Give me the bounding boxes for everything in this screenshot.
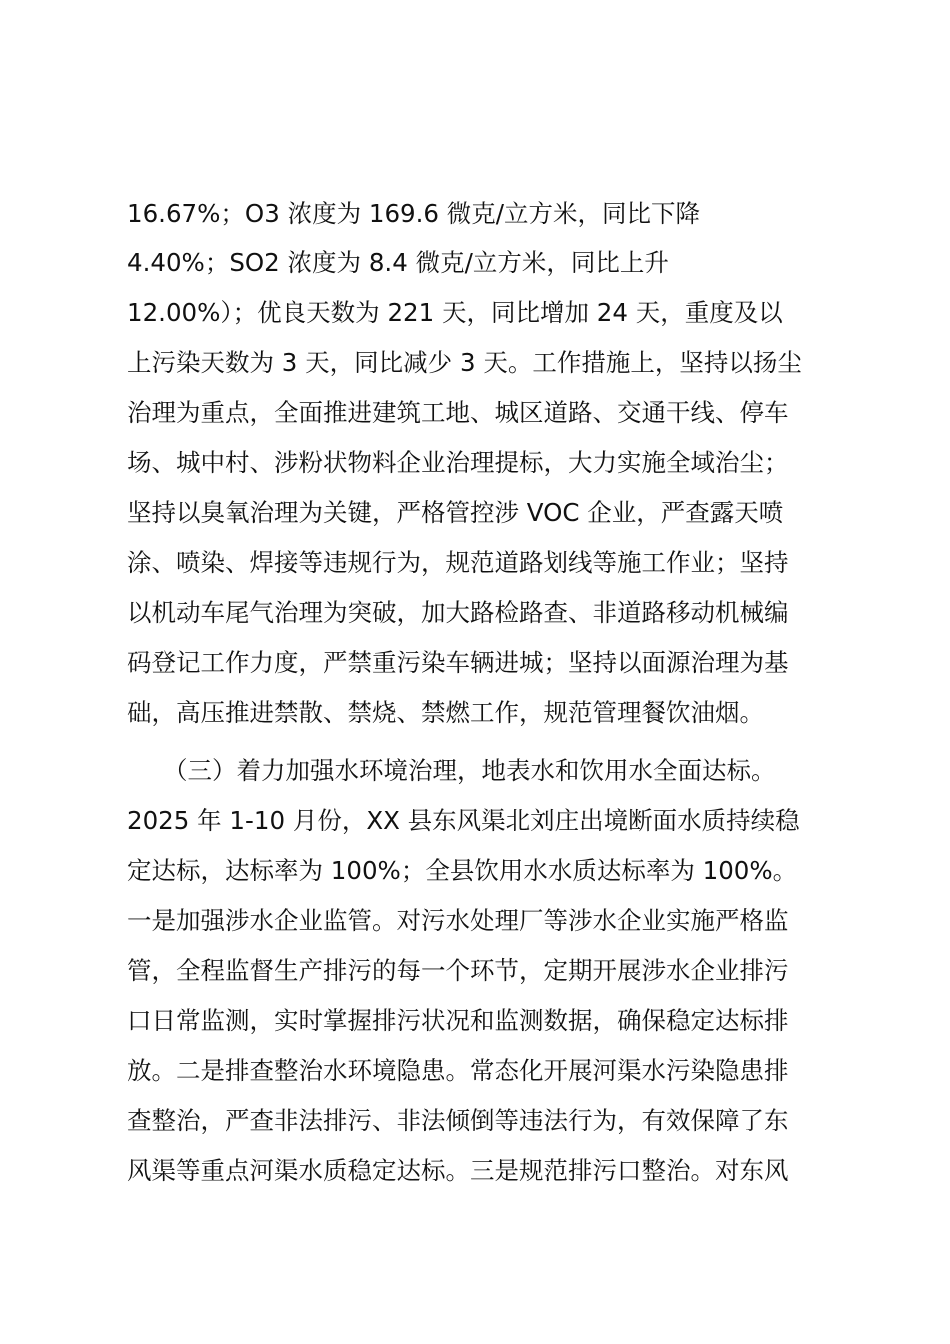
text-line: 础，高压推进禁散、禁烧、禁燃工作，规范管理餐饮油烟。 bbox=[127, 698, 764, 727]
text-line: 涂、喷染、焊接等违规行为，规范道路划线等施工作业；坚持 bbox=[127, 548, 789, 577]
text-line: 查整治，严查非法排污、非法倾倒等违法行为，有效保障了东 bbox=[127, 1106, 789, 1135]
section-heading-line: （三）着力加强水环境治理，地表水和饮用水全面达标。 bbox=[163, 756, 776, 785]
text-line: 放。二是排查整治水环境隐患。常态化开展河渠水污染隐患排 bbox=[127, 1056, 789, 1085]
text-line: 场、城中村、涉粉状物料企业治理提标，大力实施全域治尘； bbox=[127, 448, 789, 477]
document-body bbox=[127, 190, 827, 1196]
text-line: 治理为重点，全面推进建筑工地、城区道路、交通干线、停车 bbox=[127, 398, 789, 427]
text-line: 12.00%）；优良天数为 221 天，同比增加 24 天，重度及以 bbox=[127, 298, 783, 327]
text-line: 以机动车尾气治理为突破，加大路检路查、非道路移动机械编 bbox=[127, 598, 789, 627]
text-line: 上污染天数为 3 天，同比减少 3 天。工作措施上，坚持以扬尘 bbox=[127, 348, 802, 377]
text-line: 坚持以臭氧治理为关键，严格管控涉 VOC 企业，严查露天喷 bbox=[127, 498, 784, 527]
text-line: 4.40%；SO2 浓度为 8.4 微克/立方米，同比上升 bbox=[127, 248, 669, 277]
text-line: 风渠等重点河渠水质稳定达标。三是规范排污口整治。对东风 bbox=[127, 1156, 789, 1185]
text-line: 2025 年 1-10 月份，XX 县东风渠北刘庄出境断面水质持续稳 bbox=[127, 806, 800, 835]
text-line: 口日常监测，实时掌握排污状况和监测数据，确保稳定达标排 bbox=[127, 1006, 789, 1035]
text-line: 16.67%；O3 浓度为 169.6 微克/立方米，同比下降 bbox=[127, 199, 701, 228]
text-line: 管，全程监督生产排污的每一个环节，定期开展涉水企业排污 bbox=[127, 956, 789, 985]
text-line: 码登记工作力度，严禁重污染车辆进城；坚持以面源治理为基 bbox=[127, 648, 789, 677]
text-line: 一是加强涉水企业监管。对污水处理厂等涉水企业实施严格监 bbox=[127, 906, 789, 935]
text-line: 定达标，达标率为 100%；全县饮用水水质达标率为 100%。 bbox=[127, 856, 798, 885]
